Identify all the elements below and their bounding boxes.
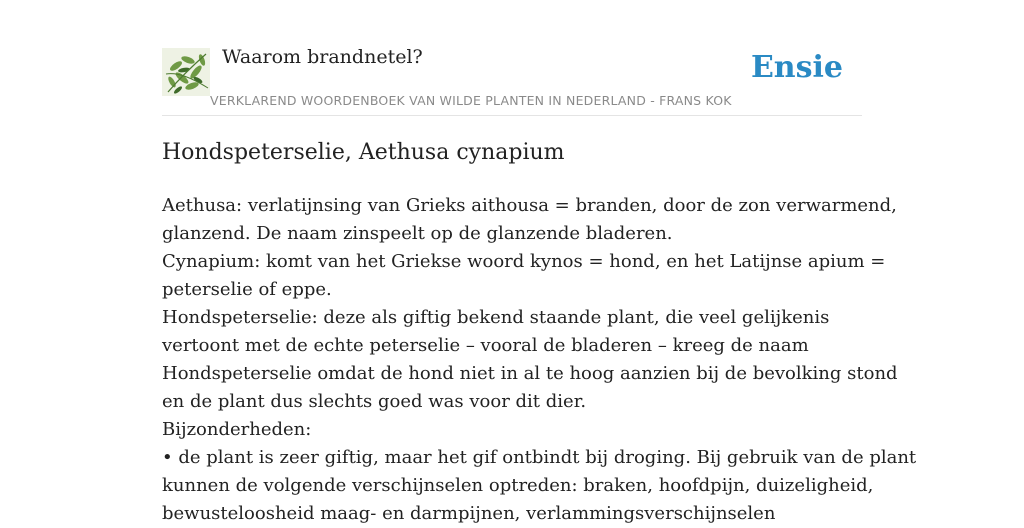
entry-body xyxy=(162,192,917,528)
body-line: Cynapium: komt van het Griekse woord kynos = hond, en het Latijnse apium = xyxy=(162,251,886,272)
body-line: Bijzonderheden: xyxy=(162,419,312,440)
brand-logo[interactable]: Ensie xyxy=(750,50,843,85)
dictionary-subtitle[interactable]: VERKLAREND WOORDENBOEK VAN WILDE PLANTEN IN NEDERLAND - FRANS KOK xyxy=(210,93,732,108)
body-line: glanzend. De naam zinspeelt op de glanzende bladeren. xyxy=(162,223,673,244)
body-line: Aethusa: verlatijnsing van Grieks aithousa = branden, door de zon verwarmend, xyxy=(162,195,897,216)
page-title: Hondspeterselie, Aethusa cynapium xyxy=(162,140,565,165)
body-line: vertoont met de echte peterselie – vooral de bladeren – kreeg de naam xyxy=(162,335,809,356)
header xyxy=(162,44,862,116)
body-line: Hondspeterselie: deze als giftig bekend staande plant, die veel gelijkenis xyxy=(162,307,830,328)
body-line: kunnen de volgende verschijnselen optreden: braken, hoofdpijn, duizeligheid, xyxy=(162,475,874,496)
body-line: en de plant dus slechts goed was voor dit dier. xyxy=(162,391,587,412)
plant-leaves-icon[interactable] xyxy=(162,48,210,96)
body-line: Hondspeterselie omdat de hond niet in al te hoog aanzien bij de bevolking stond xyxy=(162,363,898,384)
body-line: peterselie of eppe. xyxy=(162,279,332,300)
site-title[interactable]: Waarom brandnetel? xyxy=(222,46,423,68)
body-line: bewusteloosheid maag- en darmpijnen, verlammingsverschijnselen xyxy=(162,503,776,524)
body-line: • de plant is zeer giftig, maar het gif ontbindt bij droging. Bij gebruik van de plant xyxy=(162,447,917,468)
